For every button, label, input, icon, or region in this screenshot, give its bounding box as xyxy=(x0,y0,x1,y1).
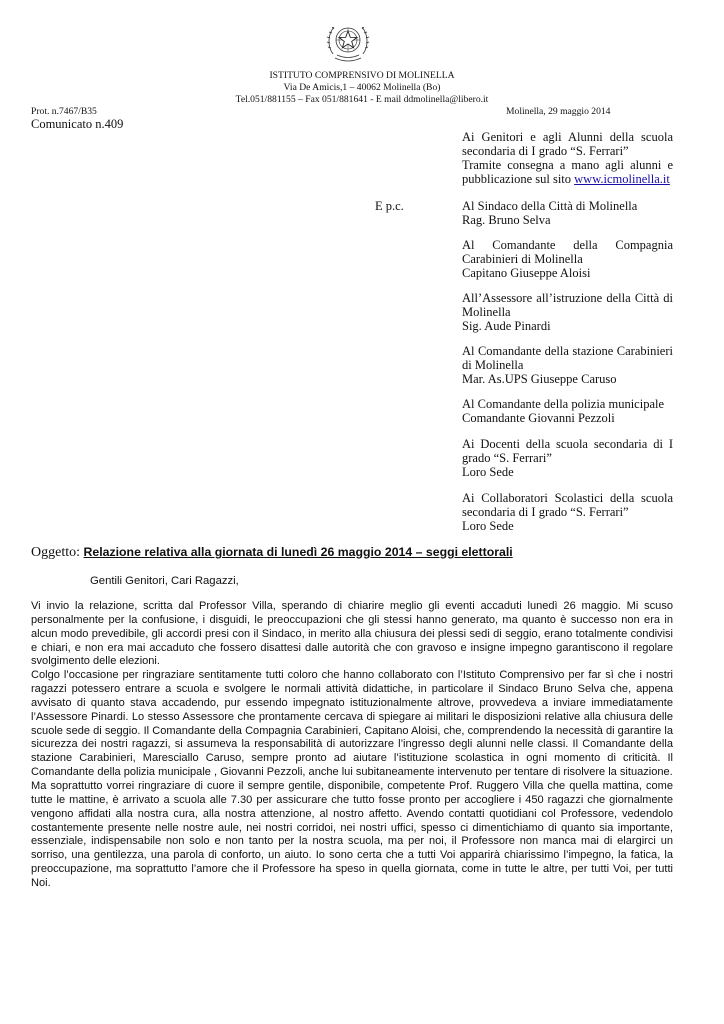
body-paragraph: Colgo l’occasione per ringraziare sentitamente tutti coloro che hanno collaborato con l’Istituto Comprensivo per far sì che i nostri ragazzi potessero entrare a scuola e svolgere le normali attività didattiche, in particolare il Sindaco Bruno Selva che, appena avvisato di quanto stava accadendo, pur essendo impegnato istituzionalmente altrove, provvedeva a inviare immediatamente l’Assessore Pinardi. Lo stesso Assessore che prontamente cercava di spiegare ai militari le disposizioni relative alla chiusura delle scuole sede di seggio. Il Comandante della Compagnia Carabinieri, Capitano Aloisi, che, comprendendo la necessità di garantire la sicurezza dei nostri ragazzi, si assumeva la responsabilità di autorizzare l’ingresso degli alunni nelle classi. Il Comandante della stazione Carabinieri, Maresciallo Caruso, sempre pronto ad aiutare l’istituzione scolastica in ogni momento di criticità. Il Comandante della polizia municipale , Giovanni Pezzoli, anche lui subitaneamente intervenuto per tentare di risolvere la situazione. xyxy=(31,669,673,779)
recipient-line: Al Comandante della polizia municipale xyxy=(462,397,665,411)
school-website-link[interactable]: www.icmolinella.it xyxy=(574,172,670,186)
recipient-line: Mar. As.UPS Giuseppe Caruso xyxy=(462,372,617,386)
institute-name: ISTITUTO COMPRENSIVO DI MOLINELLA xyxy=(269,70,455,81)
recipient-line: grado “S. Ferrari” xyxy=(462,451,552,465)
recipient-line: Al Comandante della stazione Carabinieri xyxy=(462,344,673,358)
recipient-line: Ai Collaboratori Scolastici della scuola xyxy=(462,491,673,505)
recipient-line: secondaria di I grado “S. Ferrari” xyxy=(462,144,629,158)
recipient-line: Loro Sede xyxy=(462,465,514,479)
cc-recipient-teachers xyxy=(462,437,673,479)
recipient-line-text: pubblicazione sul sito xyxy=(462,172,575,186)
cc-recipient-carabinieri-station xyxy=(462,344,673,386)
institute-address: Via De Amicis,1 – 40062 Molinella (Bo) xyxy=(283,82,441,93)
cc-recipient-education-councillor xyxy=(462,291,673,333)
recipient-line: Rag. Bruno Selva xyxy=(462,213,551,227)
recipient-line: Loro Sede xyxy=(462,519,514,533)
body-paragraph: Ma soprattutto vorrei ringraziare di cuore il sempre gentile, disponibile, competente Prof. Ruggero Villa che quella mattina, come tutte le mattine, è arrivato a scuola alle 7.30 per assicurare che tutto fosse pronto per accogliere i 450 ragazzi che giornalmente vengono affidati alla nostra cura, alla nostra attenzione, al nostro affetto. Avendo contatti quotidiani col Professore, vedendolo costantemente presente nelle nostre aule, nei nostri corridoi, nei nostri uffici, spesso ci dimentichiamo di quanto sia importante, essenziale, indispensabile non solo e non tanto per la nostra scuola, ma per noi, il Professore non manca mai di elargirci un sorriso, una gentilezza, una parola di conforto, un aiuto. Io sono certa che a tutti Voi apparirà chiarissimo l’impegno, la fatica, la preoccupazione, ma soprattutto l’amore che il Professore ha speso in quella giornata, come in tutte le altre, per tutti Voi, per tutti Noi. xyxy=(31,779,673,889)
recipient-line: Ai Genitori e agli Alunni della scuola xyxy=(462,130,673,144)
protocol-number: Prot. n.7467/B35 xyxy=(31,106,97,117)
cc-recipient-school-staff xyxy=(462,491,673,533)
letter-body xyxy=(31,600,673,891)
recipient-line: di Molinella xyxy=(462,358,524,372)
main-recipient-block xyxy=(462,130,673,186)
subject-text: Relazione relativa alla giornata di lunedì 26 maggio 2014 – seggi elettorali xyxy=(83,545,513,559)
recipient-line: Capitano Giuseppe Aloisi xyxy=(462,266,591,280)
communication-number: Comunicato n.409 xyxy=(31,117,124,131)
epc-label: E p.c. xyxy=(375,199,404,213)
place-and-date: Molinella, 29 maggio 2014 xyxy=(506,106,611,117)
recipient-line: Al Comandante della Compagnia xyxy=(462,238,673,252)
cc-recipient-carabinieri-company xyxy=(462,238,673,280)
recipient-line: All’Assessore all’istruzione della Città di xyxy=(462,291,673,305)
cc-recipient-municipal-police xyxy=(462,397,673,425)
recipient-line: Ai Docenti della scuola secondaria di I xyxy=(462,437,673,451)
subject-label: Oggetto: xyxy=(31,545,84,560)
recipient-line: Molinella xyxy=(462,305,511,319)
recipient-line xyxy=(462,172,673,186)
recipient-line: Carabinieri di Molinella xyxy=(462,252,583,266)
letterhead xyxy=(0,70,724,106)
recipient-line: Comandante Giovanni Pezzoli xyxy=(462,411,615,425)
recipient-line: Sig. Aude Pinardi xyxy=(462,319,551,333)
body-paragraph: Vi invio la relazione, scritta dal Professor Villa, sperando di chiarire meglio gli eventi accaduti lunedì 26 maggio. Mi scuso personalmente per la confusione, i disguidi, le preoccupazioni che gli stessi hanno generato, ma quanto è successo non era in alcun modo prevedibile, gli accordi presi con il Sindaco, in merito alla chiusura dei plessi sedi di seggio, erano totalmente condivisi e chiari, e non era mai accaduto che fossero disattesi dalle autorità che con gravoso e insigne impegno garantiscono il regolare svolgimento delle elezioni. xyxy=(31,600,673,668)
cc-recipient-mayor xyxy=(462,199,673,227)
subject-line xyxy=(31,545,513,561)
recipient-line: Al Sindaco della Città di Molinella xyxy=(462,199,638,213)
greeting: Gentili Genitori, Cari Ragazzi, xyxy=(90,575,239,587)
italian-republic-emblem-icon xyxy=(325,18,371,66)
recipient-line: Tramite consegna a mano agli alunni e xyxy=(462,158,673,172)
institute-contacts: Tel.051/881155 – Fax 051/881641 - E mail ddmolinella@libero.it xyxy=(235,94,489,105)
recipient-line: secondaria di I grado “S. Ferrari” xyxy=(462,505,629,519)
